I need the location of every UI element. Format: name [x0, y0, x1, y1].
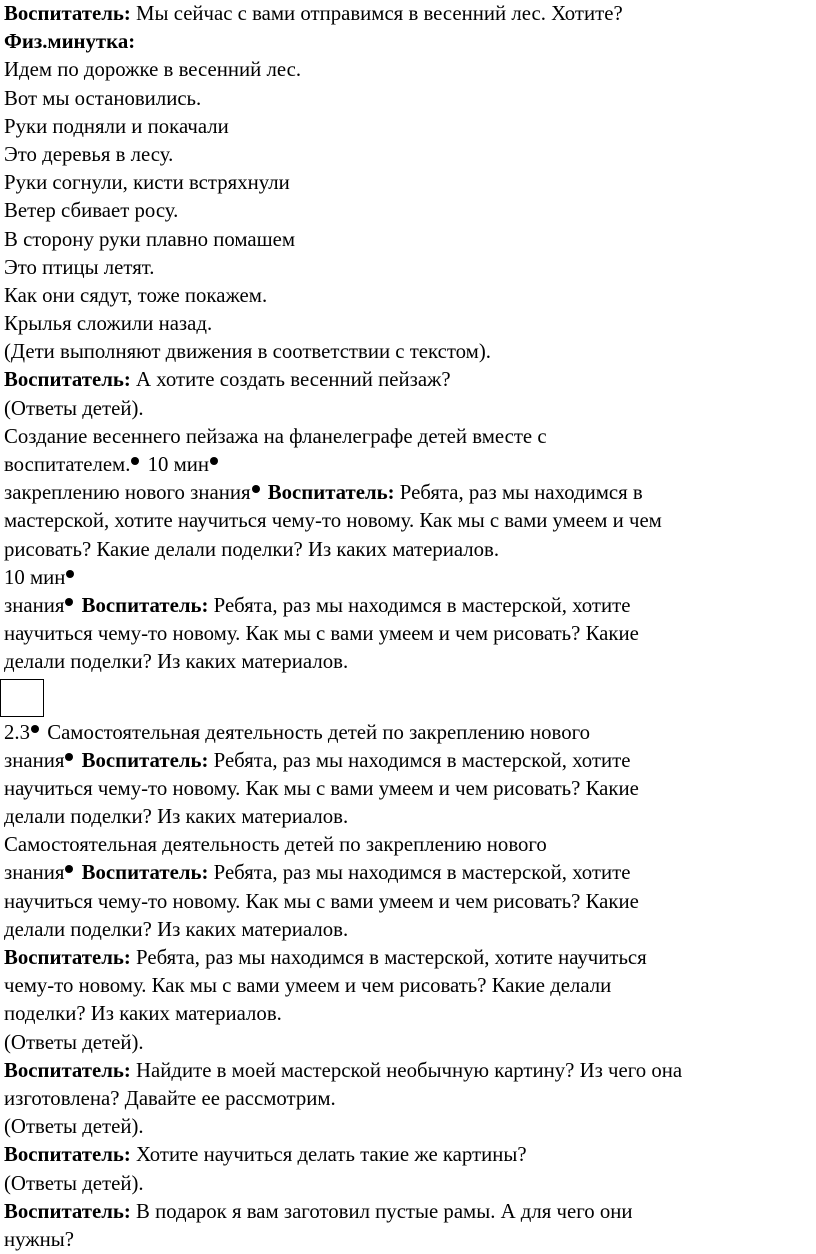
speaker-label: Воспитатель:	[4, 946, 131, 969]
speaker-label: Воспитатель:	[4, 368, 131, 392]
paragraph-text: научиться чему-то новому. Как мы с вами умеем и чем рисовать? Какие	[4, 622, 639, 646]
paragraph-text	[4, 944, 814, 972]
paragraph-text: Создание весеннего пейзажа на фланелеграфе детей вместе с	[4, 424, 547, 448]
bullet-icon	[131, 457, 139, 465]
duration-text: 10 мин	[142, 453, 210, 476]
empty-table-cell	[4, 677, 814, 719]
speaker-label: Воспитатель:	[4, 1058, 131, 1082]
children-answers: (Ответы детей).	[4, 1115, 144, 1139]
paragraph-text: Ребята, раз мы находимся в	[394, 481, 643, 505]
paragraph-text: делали поделки? Из каких материалов.	[4, 805, 349, 829]
paragraph-text	[4, 592, 814, 620]
paragraph-text	[4, 1198, 814, 1226]
poem-line: Вот мы остановились.	[4, 86, 202, 110]
bullet-icon	[31, 725, 39, 733]
speaker-label: Воспитатель:	[4, 2, 131, 25]
paragraph-text: рисовать? Какие делали поделки? Из каких материалов.	[4, 537, 500, 561]
section-number: 2.3	[4, 720, 30, 744]
paragraph-text: знания	[4, 748, 65, 772]
paragraph-text	[4, 451, 814, 479]
paragraph-text	[4, 747, 814, 775]
paragraph-text: Найдите в моей мастерской необычную картину? Из чего она	[130, 1058, 683, 1082]
poem-line: Это деревья в лесу.	[4, 142, 174, 166]
empty-box	[0, 679, 44, 717]
paragraph-text: закреплению нового знания	[4, 481, 251, 505]
paragraph-text: научиться чему-то новому. Как мы с вами умеем и чем рисовать? Какие	[4, 889, 639, 913]
speaker-label: Воспитатель:	[76, 593, 209, 617]
bullet-icon	[65, 865, 73, 873]
paragraph-text: мастерской, хотите научиться чему-то новому. Как мы с вами умеем и чем	[4, 509, 662, 533]
paragraph-text: Ребята, раз мы находимся в мастерской, хотите	[208, 593, 631, 617]
paragraph-text: Самостоятельная деятельность детей по закреплению нового	[42, 720, 591, 744]
paragraph-text	[4, 859, 814, 887]
paragraph-text: чему-то новому. Как мы с вами умеем и чем рисовать? Какие делали	[4, 974, 612, 998]
speaker-label: Воспитатель:	[4, 1143, 131, 1167]
bullet-icon	[210, 457, 218, 465]
paragraph-text	[4, 1057, 814, 1085]
paragraph-text: А хотите создать весенний пейзаж?	[130, 368, 451, 392]
paragraph-text: знания	[4, 861, 65, 885]
paragraph-text: Самостоятельная деятельность детей по закреплению нового	[4, 833, 547, 857]
paragraph-text: научиться чему-то новому. Как мы с вами умеем и чем рисовать? Какие	[4, 776, 639, 800]
paragraph-text: делали поделки? Из каких материалов.	[4, 917, 349, 941]
paragraph-text: знания	[4, 593, 65, 617]
paragraph-text: Мы сейчас с вами отправимся в весенний лес. Хотите?	[130, 2, 623, 25]
paragraph-text: делали поделки? Из каких материалов.	[4, 650, 349, 674]
paragraph-text: В подарок я вам заготовил пустые рамы. А для чего они	[130, 1199, 633, 1223]
duration-text	[4, 564, 814, 592]
bullet-icon	[66, 570, 74, 578]
poem-line: Руки подняли и покачали	[4, 114, 229, 138]
duration-text: 10 мин	[4, 565, 66, 589]
paragraph-text	[4, 1141, 814, 1169]
paragraph-text: Ребята, раз мы находимся в мастерской, хотите научиться	[130, 946, 647, 969]
poem-line: Это птицы летят.	[4, 255, 155, 279]
poem-line: Руки согнули, кисти встряхнули	[4, 171, 290, 195]
paragraph-text: Хотите научиться делать такие же картины?	[130, 1143, 527, 1167]
bullet-icon	[65, 753, 73, 761]
speaker-label: Воспитатель:	[76, 861, 209, 885]
poem-line: Как они сядут, тоже покажем.	[4, 283, 268, 307]
paragraph-text: Ребята, раз мы находимся в мастерской, хотите	[208, 748, 631, 772]
paragraph-text: нужны?	[4, 1227, 74, 1251]
paragraph-intro	[4, 0, 814, 28]
poem-line: Ветер сбивает росу.	[4, 199, 179, 223]
speaker-label: Воспитатель:	[4, 1199, 131, 1223]
paragraph-text	[4, 719, 814, 747]
poem-line: Крылья сложили назад.	[4, 312, 213, 336]
speaker-label: Воспитатель:	[76, 748, 209, 772]
paragraph-text: воспитателем.	[4, 453, 131, 476]
document-body	[4, 0, 814, 1254]
paragraph-text	[4, 479, 814, 507]
poem-line: Идем по дорожке в весенний лес.	[4, 58, 302, 82]
children-answers: (Ответы детей).	[4, 1171, 144, 1195]
section-heading-fizminutka: Физ.минутка:	[4, 30, 136, 54]
bullet-icon	[65, 598, 73, 606]
poem-line: В сторону руки плавно помашем	[4, 227, 296, 251]
children-answers: (Ответы детей).	[4, 1030, 144, 1054]
speaker-label: Воспитатель:	[262, 481, 395, 505]
paragraph-question	[4, 366, 814, 394]
paragraph-text: поделки? Из каких материалов.	[4, 1002, 282, 1026]
stage-direction: (Дети выполняют движения в соответствии с текстом).	[4, 340, 491, 364]
paragraph-text: Ребята, раз мы находимся в мастерской, хотите	[208, 861, 631, 885]
bullet-icon	[252, 485, 260, 493]
children-answers: (Ответы детей).	[4, 396, 144, 420]
paragraph-text: изготовлена? Давайте ее рассмотрим.	[4, 1086, 336, 1110]
